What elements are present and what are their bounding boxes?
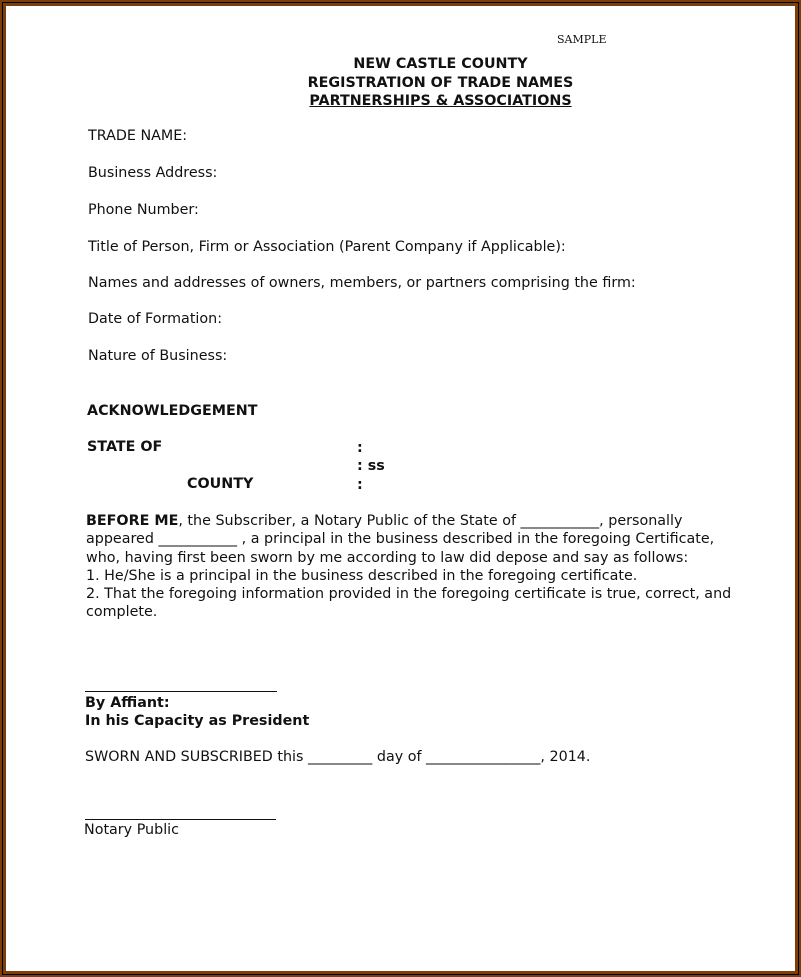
field-trade-name: TRADE NAME: <box>88 128 188 144</box>
title-partnerships: PARTNERSHIPS & ASSOCIATIONS <box>309 93 572 109</box>
before-me: BEFORE ME <box>86 513 179 529</box>
field-phone-number: Phone Number: <box>88 202 199 218</box>
body-line-1: , the Subscriber, a Notary Public of the State of ___________, personally <box>178 513 683 529</box>
notary-label: Notary Public <box>84 822 180 838</box>
sample-label: SAMPLE <box>557 33 607 46</box>
body-line-6: complete. <box>86 604 158 620</box>
document-page <box>6 6 795 971</box>
ack-heading: ACKNOWLEDGEMENT <box>87 403 258 419</box>
field-title-of-person: Title of Person, Firm or Association (Parent Company if Applicable): <box>88 239 566 255</box>
notary-signature-line <box>85 819 276 820</box>
body-line-5: 2. That the foregoing information provided in the foregoing certificate is true, correct, and <box>86 586 732 602</box>
county-colon: : <box>357 477 363 493</box>
field-names-addresses: Names and addresses of owners, members, or partners comprising the firm: <box>88 275 636 291</box>
state-of-label: STATE OF <box>87 439 163 455</box>
state-colon: : <box>357 440 363 456</box>
body-line-3: who, having first been sworn by me according to law did depose and say as follows: <box>86 550 689 566</box>
body-line-4: 1. He/She is a principal in the business described in the foregoing certificate. <box>86 568 638 584</box>
body-line-2: appeared ___________ , a principal in the business described in the foregoing Certificate, <box>86 531 715 547</box>
sworn-line: SWORN AND SUBSCRIBED this _________ day of ________________, 2014. <box>85 749 591 765</box>
title-county: NEW CASTLE COUNTY <box>353 56 528 72</box>
title-registration: REGISTRATION OF TRADE NAMES <box>307 75 574 91</box>
county-label: COUNTY <box>187 476 254 492</box>
ss-label: : ss <box>357 458 385 474</box>
field-nature-of-business: Nature of Business: <box>88 348 228 364</box>
capacity-label: In his Capacity as President <box>85 713 310 729</box>
affiant-signature-line <box>85 691 277 692</box>
affiant-label: By Affiant: <box>85 695 170 711</box>
field-business-address: Business Address: <box>88 165 218 181</box>
field-date-of-formation: Date of Formation: <box>88 311 223 327</box>
